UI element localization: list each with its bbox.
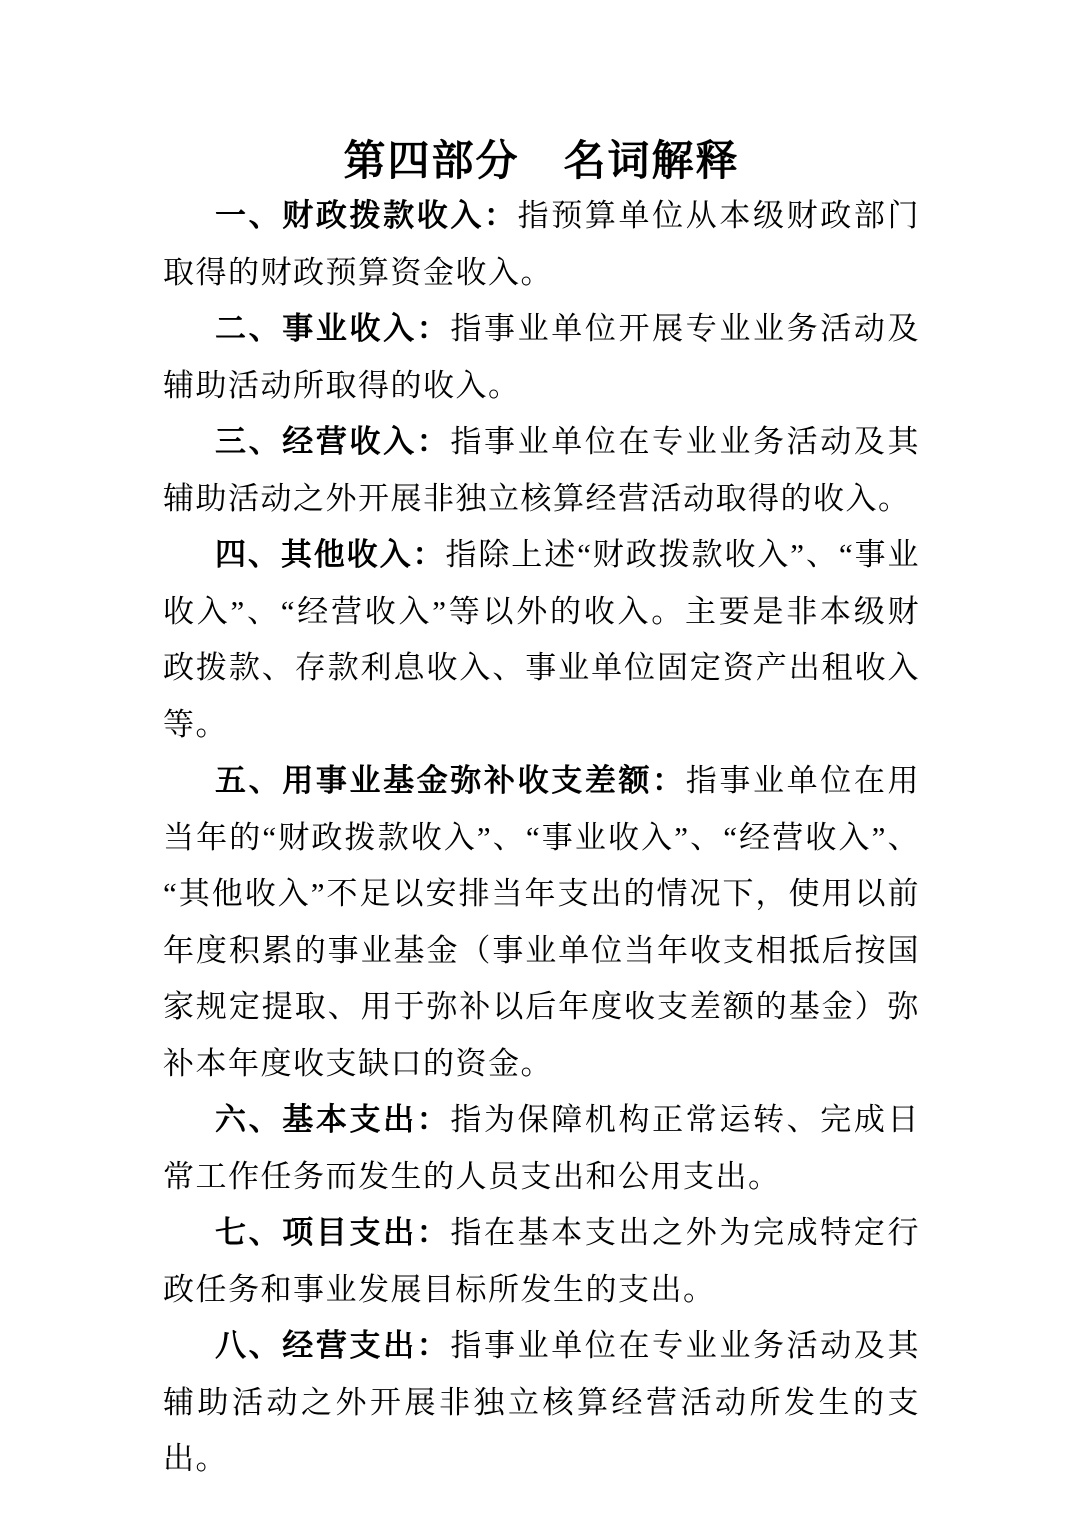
term-definition: 指事业单位在用当年的“财政拨款收入”、“事业收入”、“经营收入”、“其他收入”不足以安排当年支出的情况下，使用以前年度积累的事业基金（事业单位当年收支相抵后按国家规定提取、用于弥补以后年度收支差额的基金）弥补本年度收支缺口的资金。 xyxy=(163,763,920,1081)
definition-paragraph xyxy=(163,753,920,1092)
term-definition: 指预算单位从本级财政部门取得的财政预算资金收入。 xyxy=(163,198,920,290)
term-label: 一、财政拨款收入： xyxy=(215,198,518,233)
definition-paragraph xyxy=(163,188,920,301)
term-label: 六、基本支出： xyxy=(215,1102,451,1137)
term-definition: 指事业单位在专业业务活动及其辅助活动之外开展非独立核算经营活动取得的收入。 xyxy=(163,424,920,516)
term-label: 四、其他收入： xyxy=(215,537,446,572)
definition-paragraph xyxy=(163,1205,920,1318)
term-label: 二、事业收入： xyxy=(215,311,451,346)
term-definition: 指为保障机构正常运转、完成日常工作任务而发生的人员支出和公用支出。 xyxy=(163,1102,920,1194)
term-label: 三、经营收入： xyxy=(215,424,451,459)
term-definition: 指事业单位开展专业业务活动及辅助活动所取得的收入。 xyxy=(163,311,920,403)
term-definition: 指除上述“财政拨款收入”、“事业收入”、“经营收入”等以外的收入。主要是非本级财政拨款、存款利息收入、事业单位固定资产出租收入等。 xyxy=(163,537,920,742)
definition-paragraph xyxy=(163,301,920,414)
term-definition: 指在基本支出之外为完成特定行政任务和事业发展目标所发生的支出。 xyxy=(163,1215,920,1307)
page-title: 第四部分 名词解释 xyxy=(343,137,740,184)
definition-paragraph xyxy=(163,414,920,527)
term-definition: 指事业单位在专业业务活动及其辅助活动之外开展非独立核算经营活动所发生的支出。 xyxy=(163,1328,920,1476)
document-body xyxy=(163,188,920,1488)
term-label: 七、项目支出： xyxy=(215,1215,451,1250)
definition-paragraph xyxy=(163,1318,920,1488)
definition-paragraph xyxy=(163,527,920,753)
definition-paragraph xyxy=(163,1092,920,1205)
term-label: 五、用事业基金弥补收支差额： xyxy=(215,763,686,798)
term-label: 八、经营支出： xyxy=(215,1328,451,1363)
